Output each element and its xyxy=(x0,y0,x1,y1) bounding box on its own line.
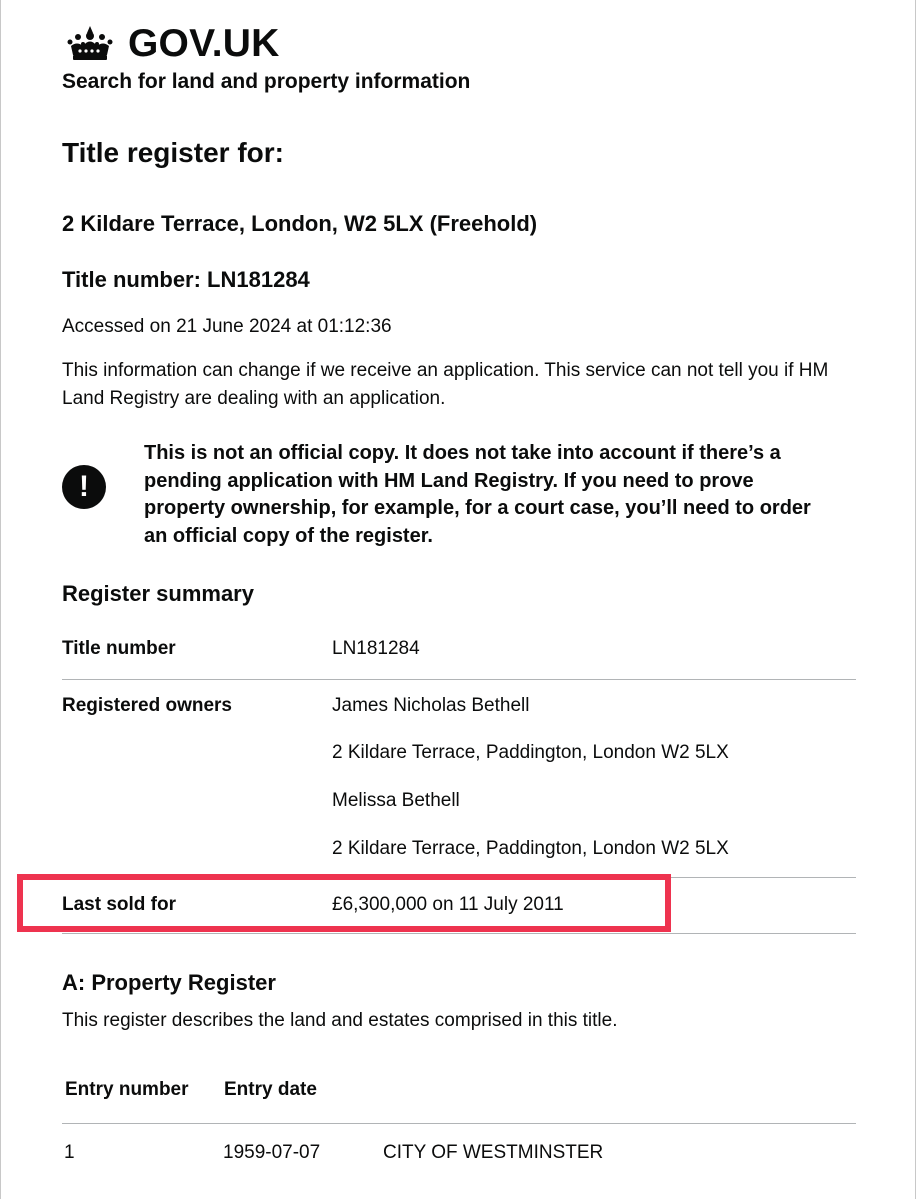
owner-name-2: Melissa Bethell xyxy=(332,790,460,811)
column-entry-number: Entry number xyxy=(65,1079,189,1100)
column-entry-date: Entry date xyxy=(224,1079,317,1100)
information-notice: This information can change if we receive an application. This service can not tell you if HM Land Registry are dealing with an application. xyxy=(62,360,829,409)
gov-uk-logo-text[interactable]: GOV.UK xyxy=(128,21,280,65)
entries-table-row xyxy=(62,1141,856,1181)
site-header xyxy=(62,22,856,94)
warning-text: This is not an official copy. It does not take into account if there’s a pending application with HM Land Registry. If you need to prove property ownership, for example, for a court case, you’ll need to order an official copy of the register. xyxy=(144,442,811,547)
summary-divider xyxy=(62,933,856,934)
summary-divider xyxy=(62,679,856,680)
entries-table-header xyxy=(62,1078,856,1122)
owner-address-2: 2 Kildare Terrace, Paddington, London W2 5LX xyxy=(332,838,729,859)
crown-icon xyxy=(62,23,118,63)
entry-text: CITY OF WESTMINSTER xyxy=(383,1142,604,1163)
summary-row-registered-owners xyxy=(62,694,856,878)
summary-key-registered-owners: Registered owners xyxy=(62,695,232,716)
property-register-heading: A: Property Register xyxy=(62,970,276,995)
entry-date: 1959-07-07 xyxy=(223,1142,321,1163)
owner-name-1: James Nicholas Bethell xyxy=(332,695,530,716)
summary-value-title-number: LN181284 xyxy=(332,638,420,659)
summary-key-title-number: Title number xyxy=(62,638,176,659)
exclamation-icon: ! xyxy=(62,465,106,509)
summary-row-title-number xyxy=(62,637,856,681)
page-title: Title register for: xyxy=(62,137,284,168)
register-summary-heading: Register summary xyxy=(62,581,254,606)
summary-divider xyxy=(62,877,856,878)
gov-uk-brand[interactable] xyxy=(62,22,856,64)
service-name[interactable]: Search for land and property information xyxy=(62,70,471,93)
summary-row-last-sold-for xyxy=(62,893,856,933)
accessed-timestamp: Accessed on 21 June 2024 at 01:12:36 xyxy=(62,316,392,337)
property-address: 2 Kildare Terrace, London, W2 5LX (Freehold) xyxy=(62,211,538,236)
summary-key-last-sold-for: Last sold for xyxy=(62,894,177,915)
entries-divider xyxy=(62,1123,856,1124)
warning-message xyxy=(62,440,856,550)
owner-address-1: 2 Kildare Terrace, Paddington, London W2 5LX xyxy=(332,742,729,763)
title-number-heading: Title number: LN181284 xyxy=(62,267,310,292)
summary-value-last-sold-for: £6,300,000 on 11 July 2011 xyxy=(332,894,564,915)
entry-number: 1 xyxy=(64,1142,75,1163)
property-register-description: This register describes the land and estates comprised in this title. xyxy=(62,1010,618,1031)
title-register-heading-block xyxy=(62,136,856,170)
